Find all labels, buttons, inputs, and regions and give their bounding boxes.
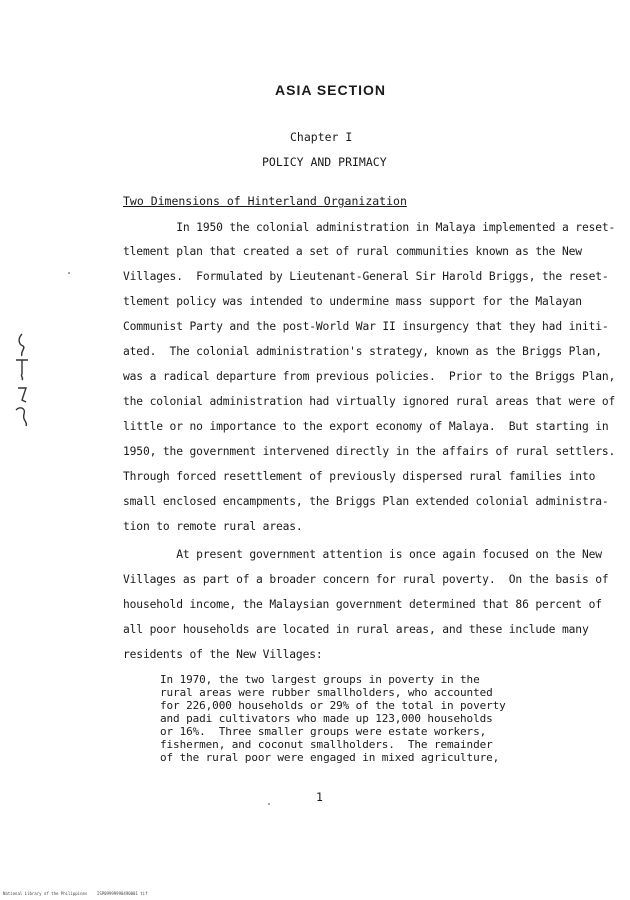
paragraph-line: Villages as part of a broader concern for rural poverty. On the basis of (123, 573, 609, 586)
asia-section-stamp: ASIA SECTION (275, 82, 387, 98)
paragraph-line: At present government attention is once again focused on the New (123, 548, 602, 561)
paragraph-line: small enclosed encampments, the Briggs Plan extended colonial administra- (123, 495, 609, 508)
paragraph-line: Communist Party and the post-World War II insurgency that they had initi- (123, 320, 609, 333)
chapter-title: POLICY AND PRIMACY (262, 155, 387, 169)
paragraph-line: Through forced resettlement of previously dispersed rural families into (123, 470, 596, 483)
paragraph-line: all poor households are located in rural areas, and these include many (123, 623, 589, 636)
paragraph-line: 1950, the government intervened directly in the affairs of rural settlers. (123, 445, 616, 458)
paragraph-line: tion to remote rural areas. (123, 520, 303, 533)
scan-speck (268, 803, 270, 805)
paragraph-line: ated. The colonial administration's strategy, known as the Briggs Plan, (123, 345, 602, 358)
paragraph-line: tlement policy was intended to undermine mass support for the Malayan (123, 295, 582, 308)
quote-line: of the rural poor were engaged in mixed agriculture, (160, 751, 500, 764)
paragraph-line: In 1950 the colonial administration in Malaya implemented a reset- (123, 221, 616, 234)
paragraph-line: little or no importance to the export economy of Malaya. But starting in (123, 420, 609, 433)
quote-line: rural areas were rubber smallholders, who accounted (160, 686, 493, 699)
quote-line: fishermen, and coconut smallholders. The remainder (160, 738, 493, 751)
paragraph-line: tlement plan that created a set of rural communities known as the New (123, 245, 582, 258)
quote-line: In 1970, the two largest groups in poverty in the (160, 673, 480, 686)
handwritten-margin-note (8, 330, 36, 430)
section-heading: Two Dimensions of Hinterland Organization (123, 194, 407, 208)
quote-line: and padi cultivators who made up 123,000 households (160, 712, 493, 725)
quote-line: for 226,000 households or 29% of the total in poverty (160, 699, 506, 712)
scan-speck (68, 272, 70, 274)
paragraph-line: Villages. Formulated by Lieutenant-General Sir Harold Briggs, the reset- (123, 270, 609, 283)
chapter-number: Chapter I (290, 130, 353, 144)
quote-line: or 16%. Three smaller groups were estate workers, (160, 725, 487, 738)
scan-footer: National Library of the Philippines ISP09999990490001 tif (3, 891, 148, 896)
paragraph-line: residents of the New Villages: (123, 648, 323, 661)
paragraph-line: the colonial administration had virtually ignored rural areas that were of (123, 395, 616, 408)
page-number: 1 (316, 790, 323, 804)
paragraph-line: household income, the Malaysian government determined that 86 percent of (123, 598, 602, 611)
paragraph-line: was a radical departure from previous policies. Prior to the Briggs Plan, (123, 370, 616, 383)
